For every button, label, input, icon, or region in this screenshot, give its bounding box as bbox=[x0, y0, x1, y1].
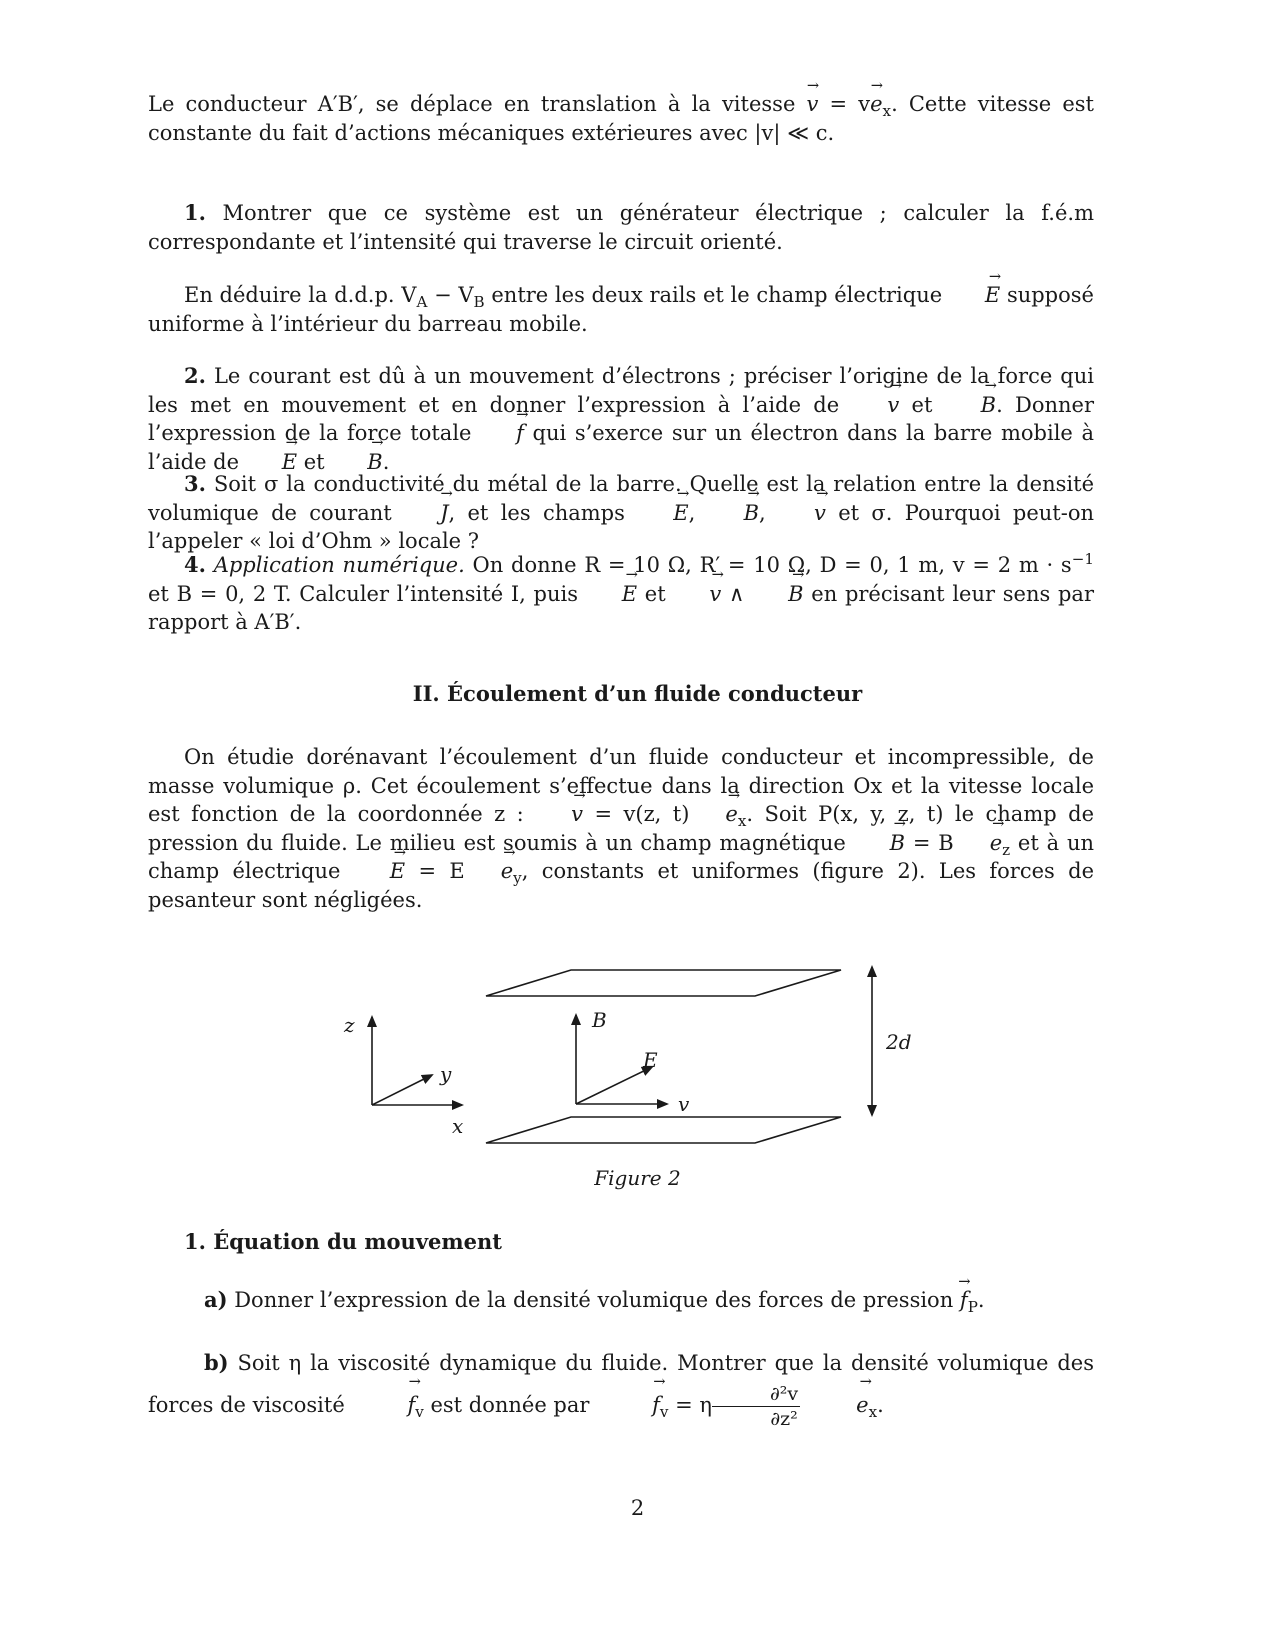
question-1: 1. Montrer que ce système est un générateur électrique ; calculer la f.é.m correspondante et l’intensité qui traverse le circuit orienté. bbox=[148, 200, 1094, 254]
axis-y-label: y bbox=[440, 1062, 452, 1086]
unit-vector-ex: → e bbox=[870, 90, 882, 119]
question-1a: a) Donner l’expression de la densité volumique des forces de pression → $f_P$. bbox=[148, 1286, 1094, 1315]
intro-paragraph: Le conducteur A′B′, se déplace en translation à la vitesse → $v = v\to e_x$. Cette vitesse est constante du fait d’actions mécaniques extérieures avec |v| ≪ c. bbox=[148, 90, 1094, 147]
gap-label: 2d bbox=[886, 1030, 912, 1054]
question-1b: b) Soit η la viscosité dynamique du fluide. Montrer que la densité volumique des forces de viscosité → $f_v$ est donnée par → $f_v = \eta$ $\frac{\text{∂²v}}{\text{∂z²}}$ → $e_x$. bbox=[148, 1344, 1094, 1431]
question-1-deduce: En déduire la d.d.p. $V_A - V_B$ entre les deux rails et le champ électrique → E supposé uniforme à l’intérieur du barreau mobile. bbox=[148, 281, 1094, 338]
axis-z-label: z bbox=[344, 1013, 355, 1037]
velocity-v-label: v bbox=[678, 1092, 690, 1116]
bottom-plate bbox=[486, 1117, 841, 1143]
vector-v: → v bbox=[807, 90, 819, 119]
page-number: 2 bbox=[630, 1496, 645, 1520]
top-plate bbox=[486, 970, 841, 996]
question-3: 3. Soit σ la conductivité du métal de la barre. Quelle est la relation entre la densité volumique de courant → J, et les champs → E, → B, → v et σ. Pourquoi peut-on l’appeler « loi d’Ohm » locale ? bbox=[148, 470, 1094, 556]
question-2: 2. Le courant est dû à un mouvement d’électrons ; préciser l’origine de la force qui les met en mouvement et en donner l’expression à l’aide de → v et → B. Donner l’expression de la force totale → f qui s’exerce sur un électron dans la barre mobile à l’aide de → E et → B. bbox=[148, 362, 1094, 476]
section-title: II. Écoulement d’un fluide conducteur bbox=[412, 681, 863, 706]
viscosity-fraction: $\frac{\text{∂²v}}{\text{∂z²}}$ bbox=[712, 1382, 800, 1431]
axis-x-label: x bbox=[452, 1114, 464, 1138]
axis-y-arrow bbox=[372, 1075, 432, 1105]
field-B-label: B bbox=[592, 1008, 607, 1032]
field-E-label: E bbox=[643, 1048, 658, 1072]
question-4: 4. Application numérique. On donne R = 10 Ω, R′ = 10 Ω, D = 0, 1 m, v = 2 $m \cdot s^{-1}$ et B = 0, 2 T. Calculer l’intensité I, puis → E et → v ∧ → B en précisant leur sens par rapport à A′B′. bbox=[148, 551, 1094, 637]
subsection-title: 1. Équation du mouvement bbox=[184, 1229, 502, 1254]
figure-caption: Figure 2 bbox=[594, 1166, 681, 1190]
field-E-arrow bbox=[576, 1067, 652, 1104]
section-paragraph: On étudie dorénavant l’écoulement d’un fluide conducteur et incompressible, de masse volumique ρ. Cet écoulement s’effectue dans la direction Ox et la vitesse locale est fonction de la coordonnée z : → v = v(z, $t)\to e_x$. Soit P(x, y, z, t) le champ de pression du fluide. Le milieu est soumis à un champ magnétique → $B = B\to e_z$ et à un champ électrique → $E = E\to e_y$, constants et uniformes (figure 2). Les forces de pesanteur sont négligées. bbox=[148, 743, 1094, 914]
